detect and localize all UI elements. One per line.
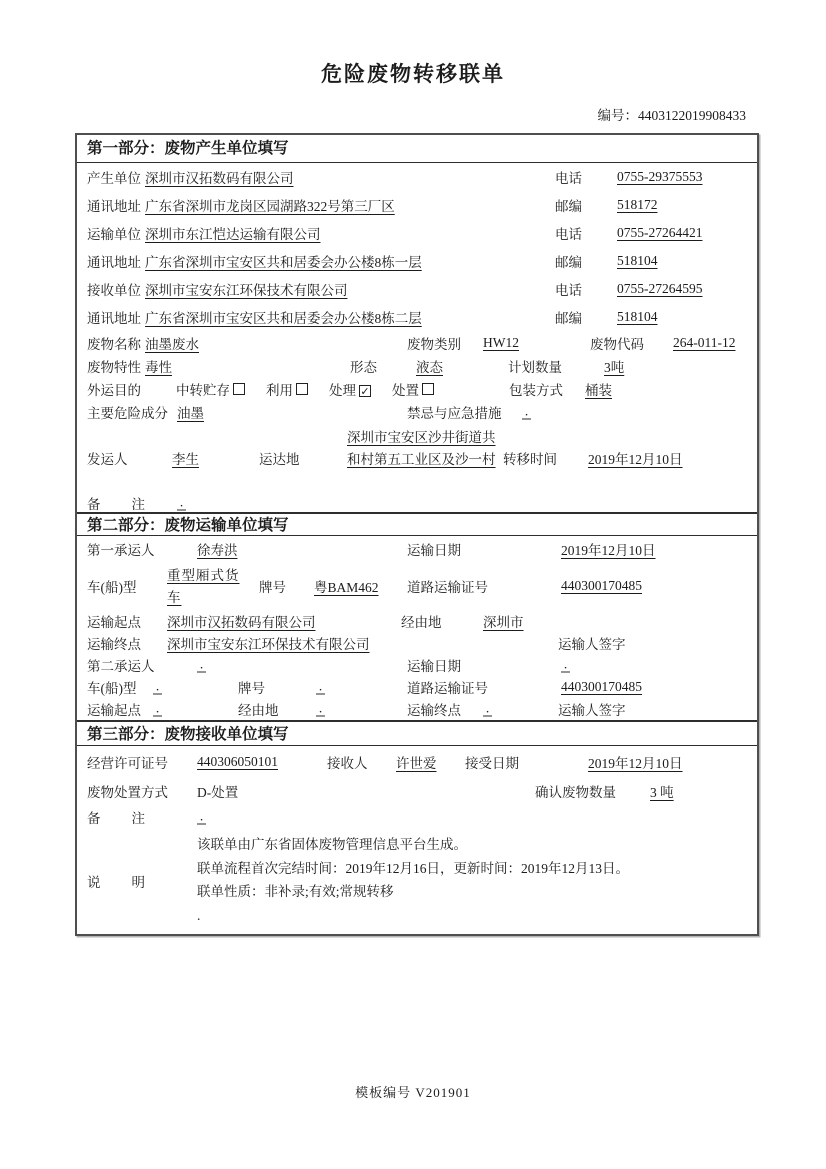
confirmed-qty-value: 3 吨 xyxy=(650,785,674,800)
notes-label: 说明 xyxy=(87,875,145,890)
carrier1-label: 第一承运人 xyxy=(87,543,155,558)
emergency-value: . xyxy=(522,404,531,419)
purpose-option xyxy=(176,379,245,399)
zip-value: 518172 xyxy=(617,197,658,212)
template-number: 模板编号 V201901 xyxy=(355,1085,471,1100)
notes-content xyxy=(197,833,629,927)
waste-trait-label: 废物特性 xyxy=(87,359,141,375)
ship-date-value: 2019年12月10日 xyxy=(561,543,656,558)
note-line: . xyxy=(197,907,201,923)
phone-value: 0755-27264421 xyxy=(617,225,703,240)
row-waste-name xyxy=(77,331,757,354)
destination-label: 运达地 xyxy=(259,452,300,467)
address-label: 通讯地址 xyxy=(87,311,141,326)
row-vehicle1 xyxy=(77,562,757,610)
via-value: . xyxy=(316,702,325,717)
remark-value: . xyxy=(197,809,206,824)
address-value: 广东省深圳市宝安区共和居委会办公楼8栋一层 xyxy=(145,255,422,270)
planned-qty-label: 计划数量 xyxy=(508,359,562,375)
address-value: 广东省深圳市龙岗区园湖路322号第三厂区 xyxy=(145,199,395,214)
row-carrier2 xyxy=(77,654,757,676)
waste-code-label: 废物代码 xyxy=(590,336,644,352)
row-receiver-address xyxy=(77,303,757,331)
origin-value: . xyxy=(153,702,162,717)
receiver-value: 深圳市宝安东江环保技术有限公司 xyxy=(145,283,348,298)
row-vehicle2 xyxy=(77,676,757,698)
row-transporter xyxy=(77,219,757,247)
transfer-time-label: 转移时间 xyxy=(503,452,557,467)
confirmed-qty-label: 确认废物数量 xyxy=(535,785,616,800)
waste-trait-value: 毒性 xyxy=(145,359,172,375)
zip-value: 518104 xyxy=(617,253,658,268)
vehicle-value: 重型厢式货车 xyxy=(167,568,240,605)
purpose-option xyxy=(392,379,434,399)
doc-number-label: 编号： xyxy=(597,108,638,123)
origin-value: 深圳市汉拓数码有限公司 xyxy=(167,615,316,630)
waste-name-label: 废物名称 xyxy=(87,336,141,352)
note-line: 该联单由广东省固体废物管理信息平台生成。 xyxy=(197,837,467,852)
planned-qty-value: 3吨 xyxy=(604,359,625,375)
road-permit-value: 440300170485 xyxy=(561,578,642,593)
section2-header: 第二部分：废物运输单位填写 xyxy=(77,512,757,536)
zip-label: 邮编 xyxy=(555,311,582,326)
via-label: 经由地 xyxy=(238,703,279,718)
carrier-sign-label: 运输人签字 xyxy=(558,637,626,652)
plate-value: 粤BAM462 xyxy=(314,580,379,595)
receiver-label: 接收单位 xyxy=(87,283,141,298)
purpose-option-label: 中转贮存 xyxy=(176,382,230,398)
row-carrier1 xyxy=(77,536,757,562)
row-producer-address xyxy=(77,191,757,219)
note-line: 联单性质：非补录;有效;常规转移 xyxy=(197,884,394,899)
phone-label: 电话 xyxy=(555,227,582,242)
vehicle-value: . xyxy=(153,680,162,695)
waste-category-value: HW12 xyxy=(483,334,519,350)
row-waste-trait xyxy=(77,354,757,377)
section1-header: 第一部分：废物产生单位填写 xyxy=(77,135,757,163)
accept-person-label: 接收人 xyxy=(327,755,368,771)
license-label: 经营许可证号 xyxy=(87,755,168,771)
remark-label: 备注 xyxy=(87,810,145,826)
row-producer xyxy=(77,163,757,191)
origin-label: 运输起点 xyxy=(87,615,141,630)
hazard-value: 油墨 xyxy=(177,405,204,421)
zip-label: 邮编 xyxy=(555,255,582,270)
row-receiver xyxy=(77,275,757,303)
accept-date-label: 接受日期 xyxy=(465,755,519,771)
checkbox-unchecked-icon xyxy=(296,383,308,395)
vehicle-label: 车(船)型 xyxy=(87,580,137,595)
plate-label: 牌号 xyxy=(238,681,265,696)
road-permit-label: 道路运输证号 xyxy=(407,681,488,696)
row-disposal xyxy=(77,777,757,805)
accept-person-value: 许世爱 xyxy=(396,755,437,771)
form-value: 液态 xyxy=(416,359,443,375)
end-label: 运输终点 xyxy=(407,703,461,718)
license-value: 440306050101 xyxy=(197,753,278,769)
row-purpose xyxy=(77,377,757,400)
disposal-label: 废物处置方式 xyxy=(87,785,168,800)
disposal-value: D-处置 xyxy=(197,785,239,800)
carrier1-value: 徐寿洪 xyxy=(197,543,238,558)
purpose-option-label: 处置 xyxy=(392,382,419,398)
address-label: 通讯地址 xyxy=(87,199,141,214)
phone-label: 电话 xyxy=(555,283,582,298)
packaging-label: 包装方式 xyxy=(509,382,563,398)
hazard-label: 主要危险成分 xyxy=(87,405,168,421)
row-sender xyxy=(77,423,757,493)
ship-date-label: 运输日期 xyxy=(407,659,461,674)
page-title: 危险废物转移联单 xyxy=(321,63,505,86)
sender-value: 李生 xyxy=(172,452,199,467)
purpose-options xyxy=(176,379,434,399)
via-value: 深圳市 xyxy=(483,615,524,630)
zip-value: 518104 xyxy=(617,309,658,324)
row-notes xyxy=(77,828,757,934)
waste-name-value: 油墨废水 xyxy=(145,336,199,352)
ship-date-value: . xyxy=(561,658,570,673)
end-value: . xyxy=(483,702,492,717)
checkbox-unchecked-icon xyxy=(233,383,245,395)
doc-number-value: 4403122019908433 xyxy=(638,108,746,123)
phone-value: 0755-27264595 xyxy=(617,281,703,296)
phone-label: 电话 xyxy=(555,171,582,186)
row-remark-1 xyxy=(77,493,757,512)
waste-code-value: 264-011-12 xyxy=(673,334,736,350)
sender-label: 发运人 xyxy=(87,452,128,467)
checkbox-unchecked-icon xyxy=(422,383,434,395)
end-value: 深圳市宝安东江环保技术有限公司 xyxy=(167,637,370,652)
address-label: 通讯地址 xyxy=(87,255,141,270)
remark-label: 备注 xyxy=(87,496,145,512)
origin-label: 运输起点 xyxy=(87,703,141,718)
plate-value: . xyxy=(316,680,325,695)
remark-value: . xyxy=(177,495,186,510)
via-label: 经由地 xyxy=(401,615,442,630)
purpose-option-label: 利用 xyxy=(266,382,293,398)
vehicle-label: 车(船)型 xyxy=(87,681,137,696)
road-permit-label: 道路运输证号 xyxy=(407,580,488,595)
note-line: 联单流程首次完结时间：2019年12月16日，更新时间：2019年12月13日。 xyxy=(197,860,629,876)
section3-header: 第三部分：废物接收单位填写 xyxy=(77,720,757,746)
transporter-label: 运输单位 xyxy=(87,227,141,242)
carrier2-value: . xyxy=(197,658,206,673)
producer-value: 深圳市汉拓数码有限公司 xyxy=(145,171,294,186)
purpose-label: 外运目的 xyxy=(87,382,141,398)
purpose-option-label: 处理 xyxy=(329,382,356,398)
zip-label: 邮编 xyxy=(555,199,582,214)
end-label: 运输终点 xyxy=(87,637,141,652)
carrier-sign-label: 运输人签字 xyxy=(558,703,626,718)
row-origin2 xyxy=(77,698,757,720)
emergency-label: 禁忌与应急措施 xyxy=(407,405,502,421)
road-permit-value: 440300170485 xyxy=(561,679,642,694)
row-transporter-address xyxy=(77,247,757,275)
purpose-option xyxy=(329,379,371,399)
accept-date-value: 2019年12月10日 xyxy=(588,755,683,771)
transfer-time-value: 2019年12月10日 xyxy=(588,452,683,467)
plate-label: 牌号 xyxy=(259,580,286,595)
row-remark-3 xyxy=(77,805,757,828)
form-label: 形态 xyxy=(350,359,377,375)
address-value: 广东省深圳市宝安区共和居委会办公楼8栋二层 xyxy=(145,311,422,326)
row-hazard xyxy=(77,400,757,423)
ship-date-label: 运输日期 xyxy=(407,543,461,558)
row-end1 xyxy=(77,632,757,654)
phone-value: 0755-29375553 xyxy=(617,169,703,184)
transporter-value: 深圳市东江恺达运输有限公司 xyxy=(145,227,321,242)
carrier2-label: 第二承运人 xyxy=(87,659,155,674)
purpose-option xyxy=(266,379,308,399)
producer-label: 产生单位 xyxy=(87,171,141,186)
destination-value: 深圳市宝安区沙井街道共和村第五工业区及沙一村 xyxy=(347,430,496,467)
checkbox-checked-icon: ✓ xyxy=(360,384,370,398)
manifest-table xyxy=(75,133,759,936)
waste-category-label: 废物类别 xyxy=(407,336,461,352)
row-license xyxy=(77,746,757,777)
packaging-value: 桶装 xyxy=(585,382,612,398)
doc-number xyxy=(598,104,747,124)
row-origin1 xyxy=(77,610,757,632)
